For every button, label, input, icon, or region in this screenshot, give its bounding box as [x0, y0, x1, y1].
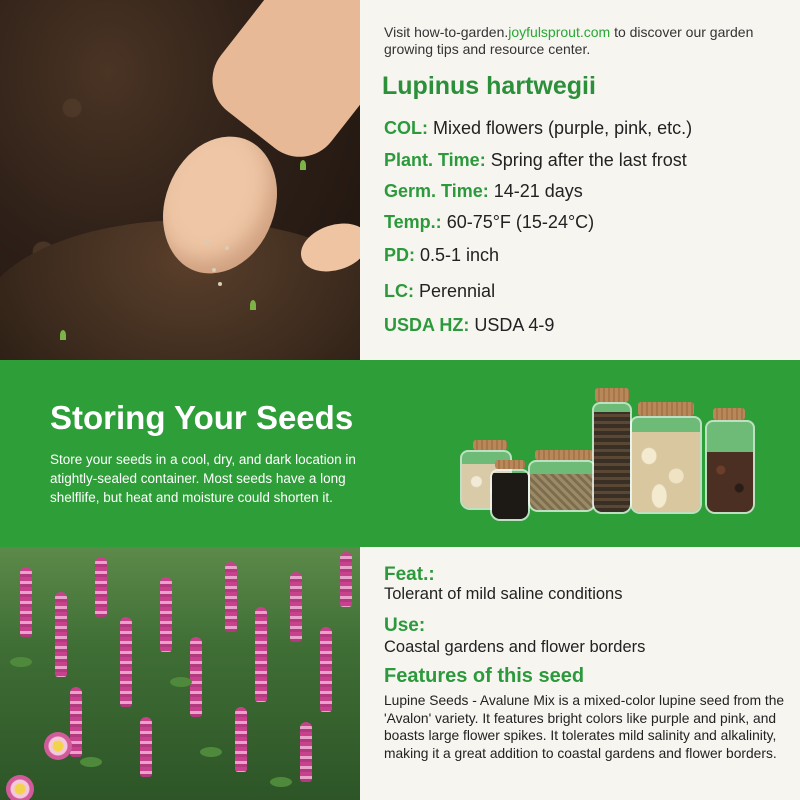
jar-pumpkin-seeds: [630, 416, 702, 514]
features-panel: [360, 547, 800, 800]
daisy-flower: [6, 775, 34, 800]
seed-features-text: Lupine Seeds - Avalune Mix is a mixed-color lupine seed from the 'Avalon' variety. It features bright colors like purple and pink, and boasts large flower spikes. It tolerates mild salinity and alkalinity, making it a great addition to coastal gardens and flower borders.: [384, 693, 785, 761]
jar-tall-seeds: [592, 402, 632, 514]
storing-seeds-banner: [0, 360, 800, 547]
jar-grain-seeds: [528, 460, 596, 512]
sprout: [300, 160, 306, 170]
use-value: Coastal gardens and flower borders: [384, 638, 646, 656]
soil-planting-photo: [0, 0, 360, 360]
spec-usda-zone: USDA HZ: USDA 4-9: [384, 315, 555, 335]
plant-info-panel: [360, 0, 800, 360]
spec-temperature: Temp.: 60-75°F (15-24°C): [384, 212, 595, 232]
spec-planting-depth: PD: 0.5-1 inch: [384, 245, 500, 265]
spec-germination-time: Germ. Time: 14-21 days: [384, 181, 583, 201]
use-label: Use:: [384, 615, 426, 636]
feat-label: Feat.:: [384, 564, 435, 585]
feat-value: Tolerant of mild saline conditions: [384, 585, 623, 603]
seed-features-heading: Features of this seed: [384, 665, 585, 687]
sprout: [250, 300, 256, 310]
plant-name: Lupinus hartwegii: [382, 72, 596, 100]
brand-link[interactable]: joyfulsprout.com: [508, 24, 611, 40]
storing-text: Store your seeds in a cool, dry, and dark location in atightly-sealed container. Most seeds have a long shelflife, but heat and moisture could shorten it.: [50, 452, 356, 505]
lupine-flowers-photo: [0, 547, 360, 800]
sprout: [60, 330, 66, 340]
visit-text: Visit how-to-garden.joyfulsprout.com to discover our garden growing tips and resource center.: [384, 24, 754, 57]
storing-title: Storing Your Seeds: [50, 399, 354, 436]
top-section: [0, 0, 800, 360]
spec-life-cycle: LC: Perennial: [384, 281, 496, 301]
spec-planting-time: Plant. Time: Spring after the last frost: [384, 150, 687, 170]
daisy-flower: [44, 732, 72, 760]
jar-dark-seeds: [490, 469, 530, 521]
jar-mixed-beans: [705, 420, 755, 514]
spec-color: COL: Mixed flowers (purple, pink, etc.): [384, 118, 693, 138]
